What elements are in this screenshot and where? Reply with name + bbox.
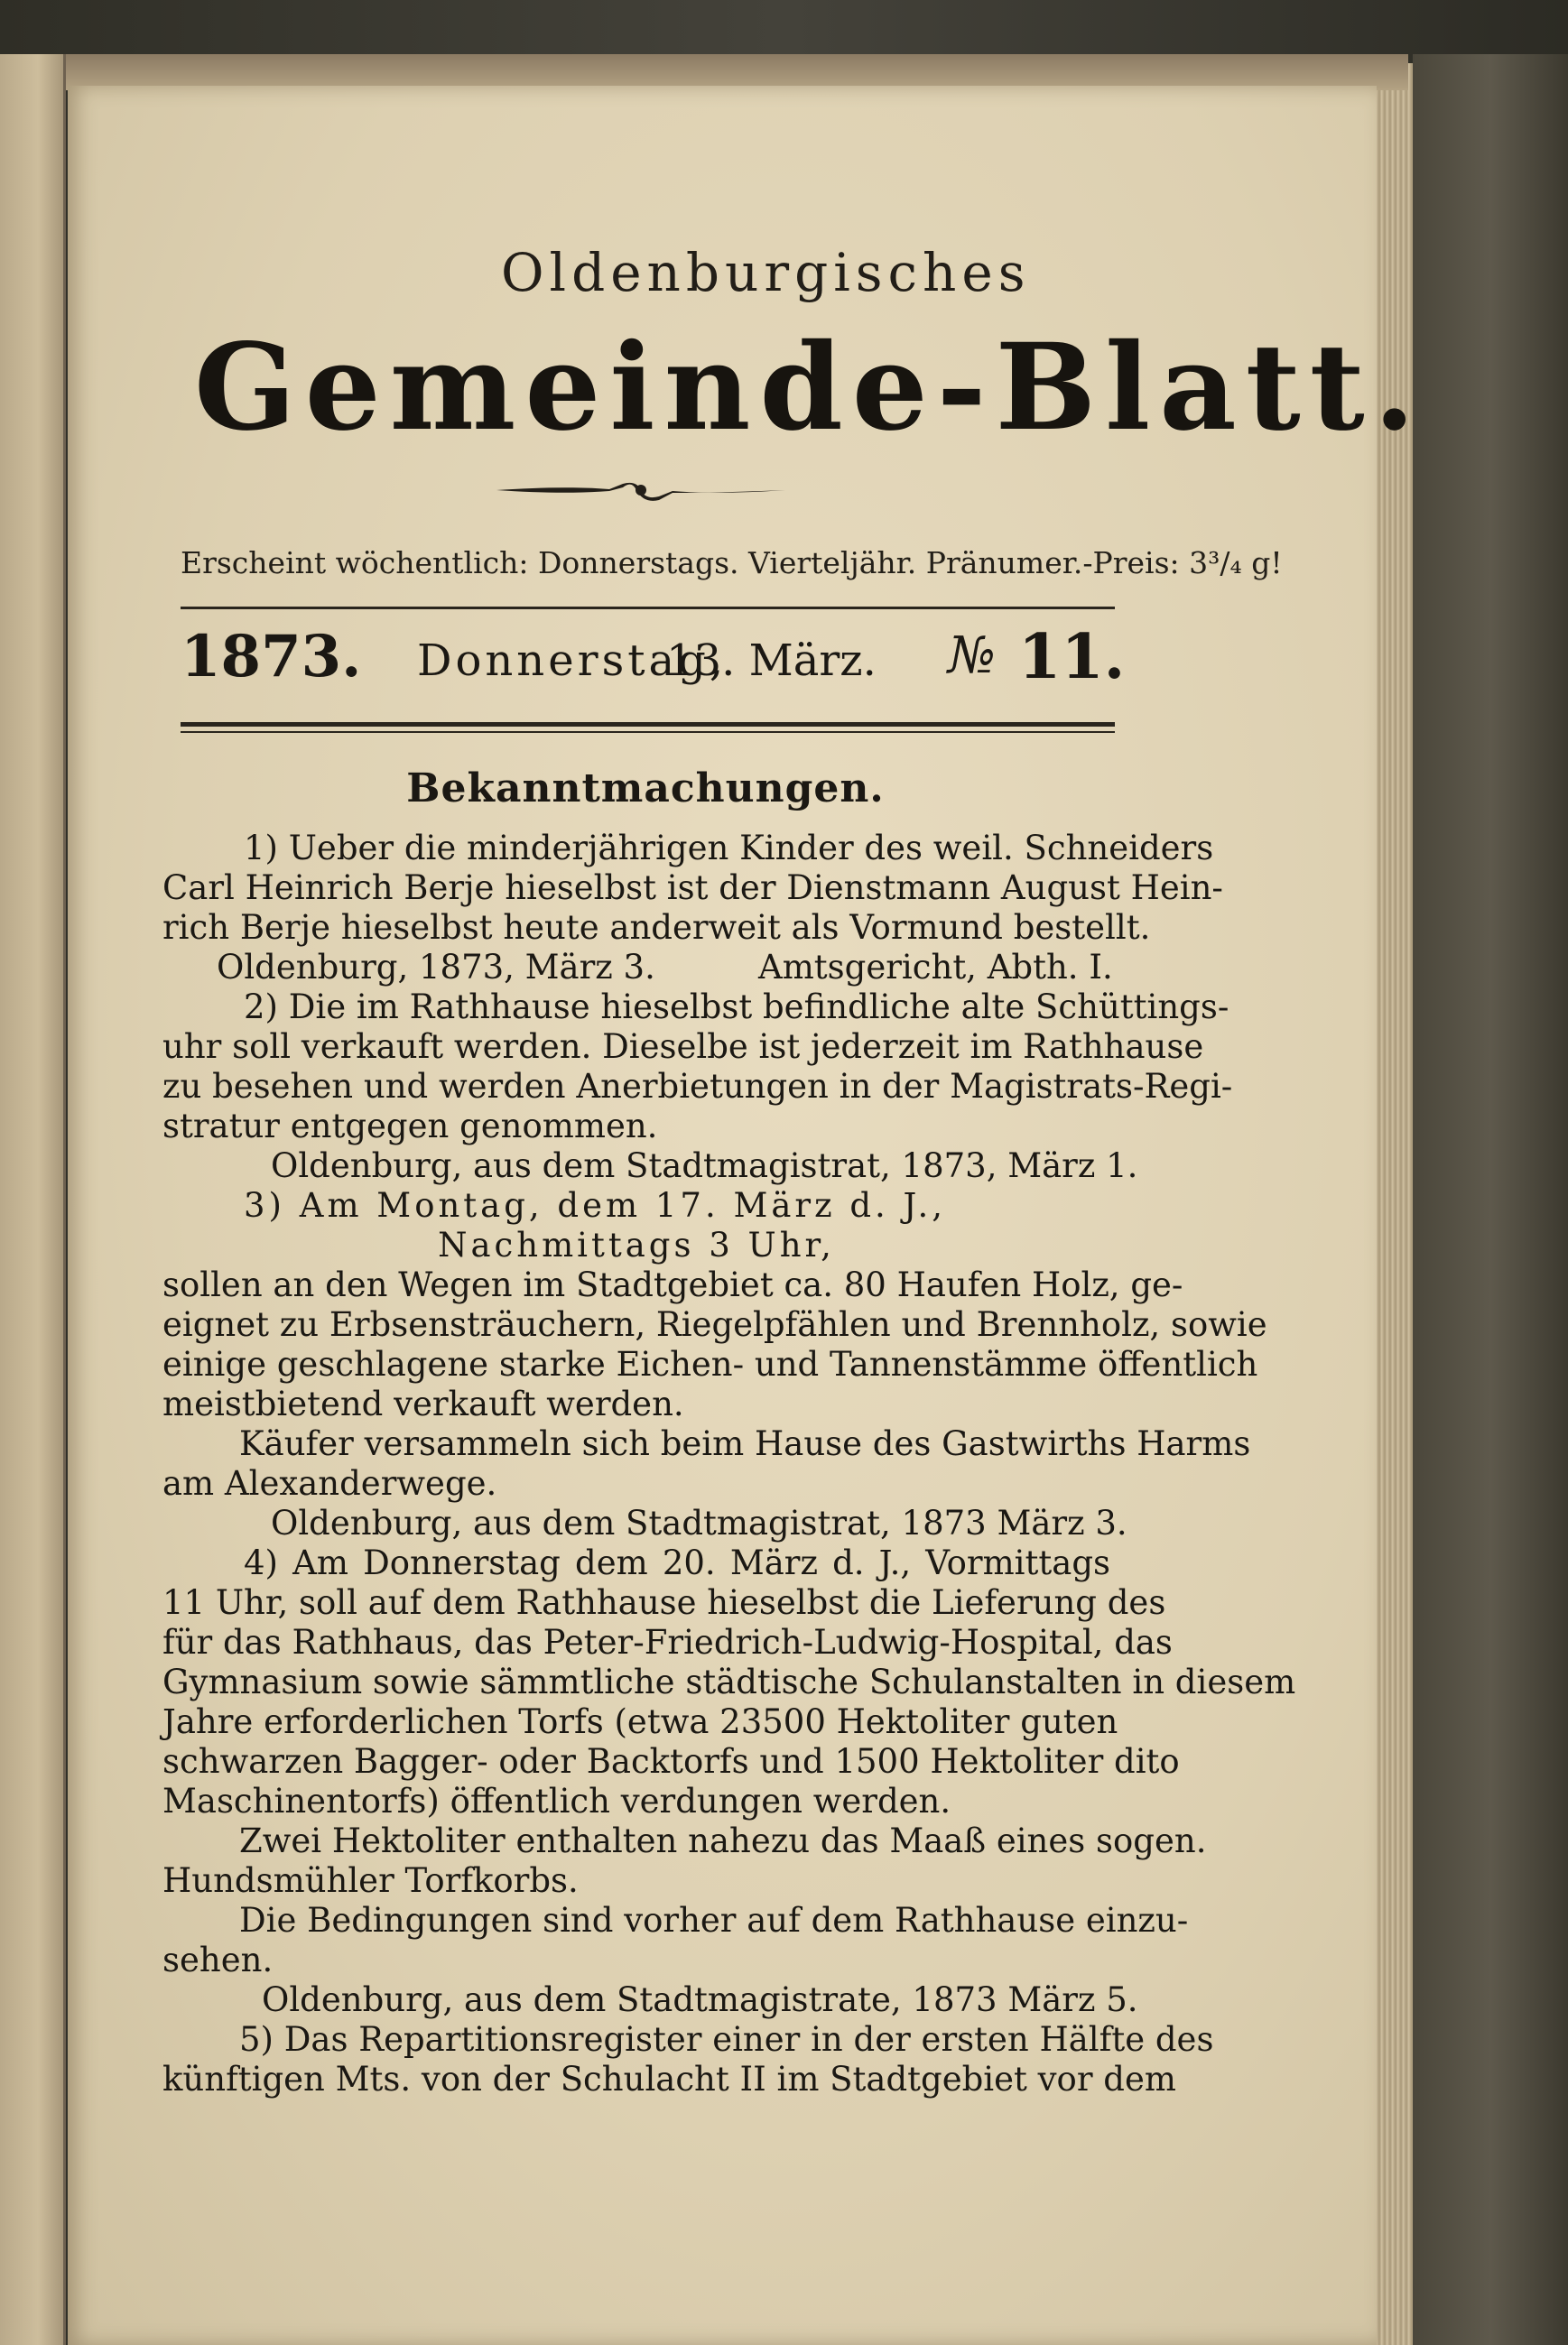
issue-weekday: Donnerstag, xyxy=(417,635,728,686)
masthead-subtitle: Erscheint wöchentlich: Donnerstags. Vierteljähr. Pränumer.-Preis: 3³/₄ g! xyxy=(181,545,1283,580)
text-line: 11 Uhr, soll auf dem Rathhause hieselbst die Lieferung des xyxy=(162,1583,1166,1622)
text-line: zu besehen und werden Anerbietungen in der Magistrats-Regi- xyxy=(162,1067,1233,1106)
issue-year: 1873. xyxy=(181,623,362,691)
text-line: sollen an den Wegen im Stadtgebiet ca. 80 Haufen Holz, ge- xyxy=(162,1265,1183,1304)
text-line: Die Bedingungen sind vorher auf dem Rathhause einzu- xyxy=(239,1901,1189,1940)
ornament-divider-icon xyxy=(492,477,790,504)
text-line: sehen. xyxy=(162,1941,274,1979)
text-line: Maschinentorfs) öffentlich verdungen werden. xyxy=(162,1782,951,1821)
text-line: Zwei Hektoliter enthalten nahezu das Maaß eines sogen. xyxy=(239,1821,1207,1860)
text-line: 4) Am Donnerstag dem 20. März d. J., Vormittags xyxy=(244,1543,1110,1582)
issue-date: 13. März. xyxy=(666,635,877,686)
text-line: Käufer versammeln sich beim Hause des Gastwirths Harms xyxy=(239,1424,1251,1463)
issue-number: 11. xyxy=(1018,621,1126,693)
text-line: rich Berje hieselbst heute anderweit als Vormund bestellt. xyxy=(162,908,1151,947)
text-line: 1) Ueber die minderjährigen Kinder des weil. Schneiders xyxy=(244,829,1214,867)
text-line: Oldenburg, 1873, März 3. xyxy=(217,948,655,987)
text-line: Oldenburg, aus dem Stadtmagistrat, 1873, März 1. xyxy=(271,1146,1138,1185)
text-line: meistbietend verkauft werden. xyxy=(162,1385,684,1423)
text-line: uhr soll verkauft werden. Dieselbe ist jederzeit im Rathhause xyxy=(162,1027,1204,1066)
text-line: Hundsmühler Torfkorbs. xyxy=(162,1861,579,1900)
text-line: eignet zu Erbsensträuchern, Riegelpfählen und Brennholz, sowie xyxy=(162,1305,1267,1344)
issue-number-sign: № xyxy=(948,626,996,685)
text-line: Carl Heinrich Berje hieselbst ist der Dienstmann August Hein- xyxy=(162,868,1223,907)
text-line: am Alexanderwege. xyxy=(162,1464,497,1503)
masthead-title-small: Oldenburgisches xyxy=(501,242,1031,303)
masthead-title-big: Gemeinde-Blatt. xyxy=(194,318,1424,458)
rule-top xyxy=(181,607,1115,609)
rule-double-thick xyxy=(181,722,1115,727)
text-line: schwarzen Bagger- oder Backtorfs und 1500 Hektoliter dito xyxy=(162,1742,1180,1781)
text-line: Jahre erforderlichen Torfs (etwa 23500 Hektoliter guten xyxy=(162,1702,1118,1741)
text-line: Amtsgericht, Abth. I. xyxy=(758,948,1113,987)
text-line: für das Rathhaus, das Peter-Friedrich-Ludwig-Hospital, das xyxy=(162,1623,1173,1662)
section-heading: Bekanntmachungen. xyxy=(406,765,885,811)
text-line: 2) Die im Rathhause hieselbst befindliche alte Schüttings- xyxy=(244,987,1229,1026)
text-line: einige geschlagene starke Eichen- und Tannenstämme öffentlich xyxy=(162,1345,1258,1384)
text-line: künftigen Mts. von der Schulacht II im Stadtgebiet vor dem xyxy=(162,2060,1176,2099)
text-line: Gymnasium sowie sämmtliche städtische Schulanstalten in diesem xyxy=(162,1663,1296,1701)
text-line: stratur entgegen genommen. xyxy=(162,1107,658,1145)
text-line: Nachmittags 3 Uhr, xyxy=(438,1226,835,1265)
text-line: 3) Am Montag, dem 17. März d. J., xyxy=(244,1186,947,1225)
rule-double-thin xyxy=(181,731,1115,733)
text-line: 5) Das Repartitionsregister einer in der ersten Hälfte des xyxy=(239,2020,1214,2059)
text-line: Oldenburg, aus dem Stadtmagistrate, 1873 März 5. xyxy=(262,1980,1138,2019)
text-line: Oldenburg, aus dem Stadtmagistrat, 1873 März 3. xyxy=(271,1504,1127,1543)
